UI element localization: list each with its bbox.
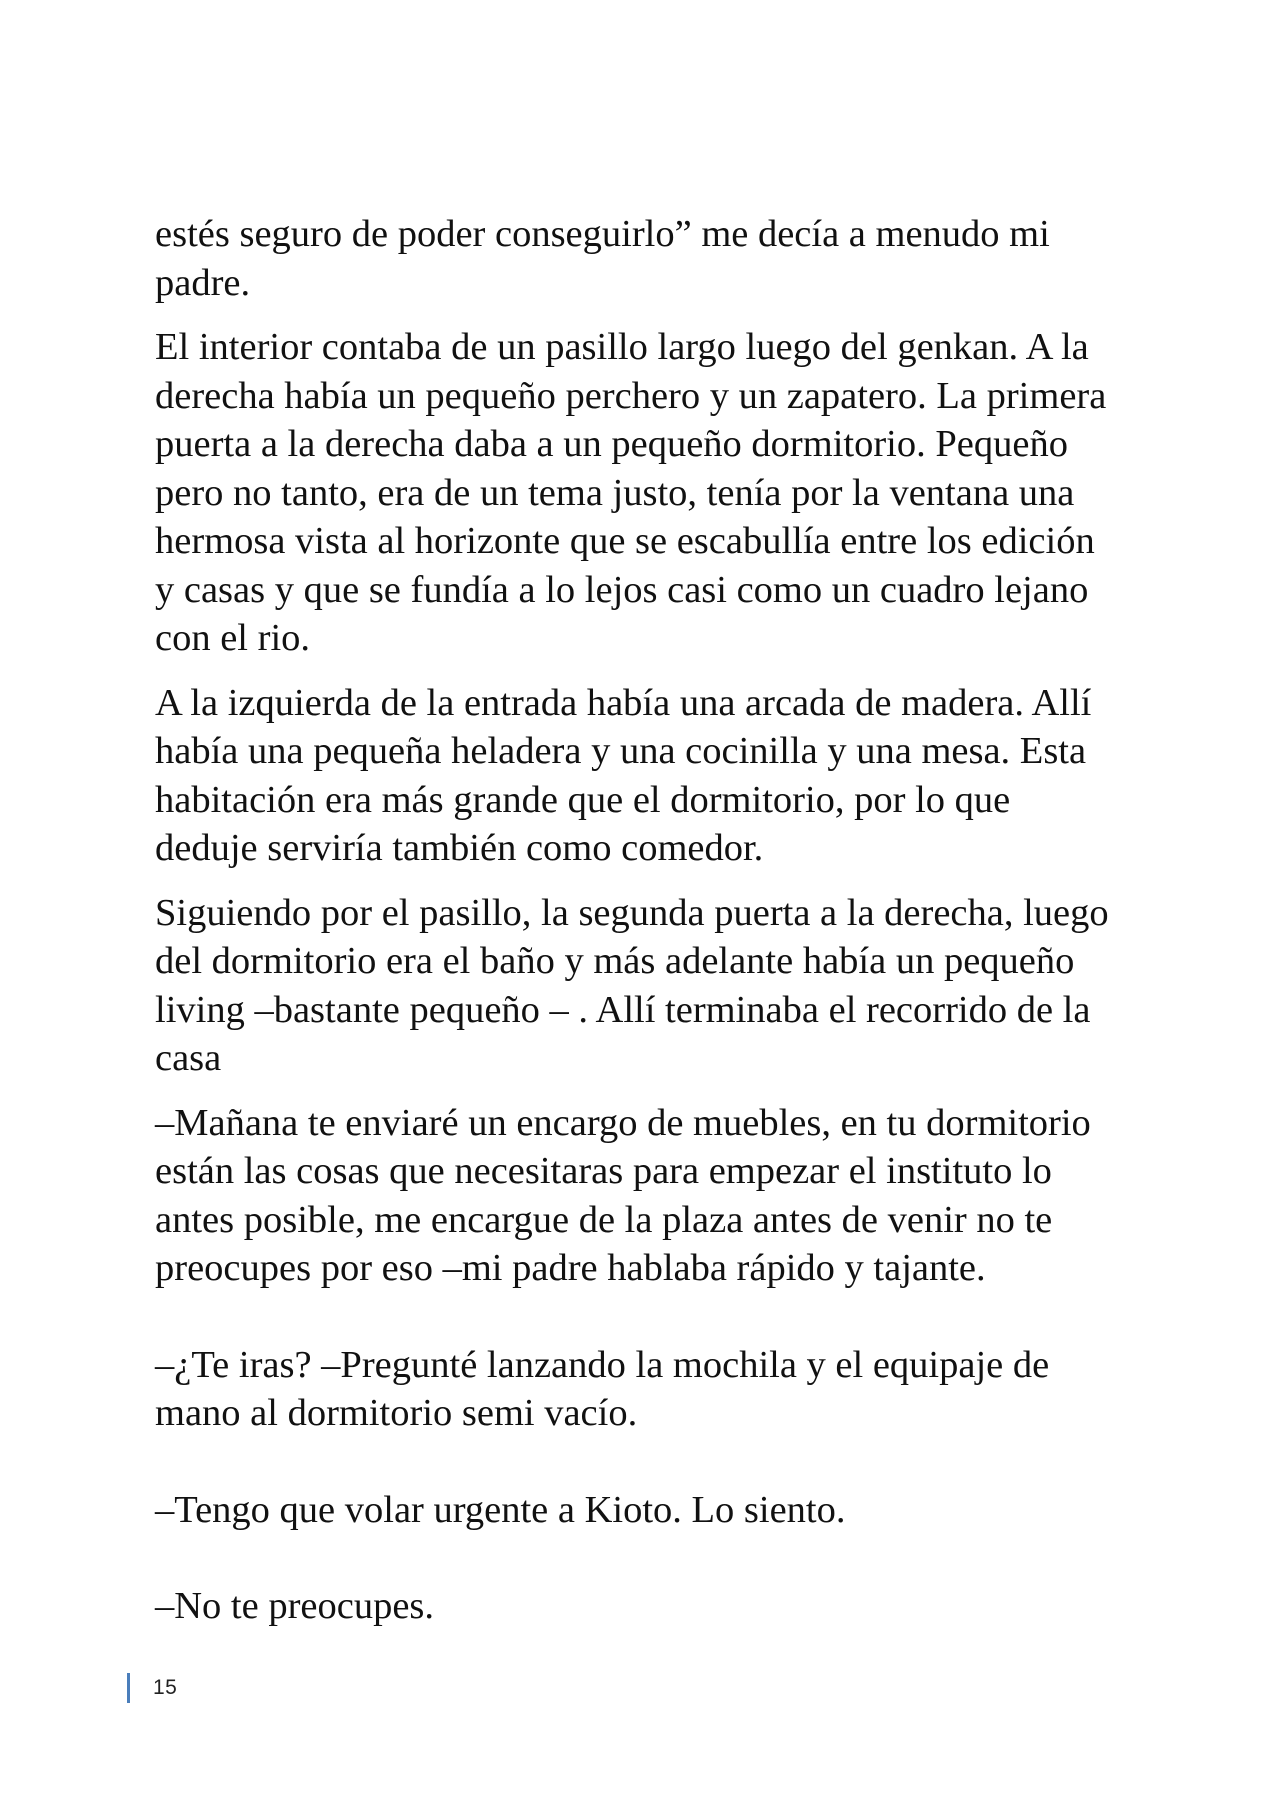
text-line: A la izquierda de la entrada había una arcada de madera. Allí xyxy=(155,681,1092,724)
text-line: habitación era más grande que el dormitorio, por lo que xyxy=(155,778,1011,821)
paragraph-7 xyxy=(155,1486,1140,1535)
text-line: preocupes por eso –mi padre hablaba rápido y tajante. xyxy=(155,1247,986,1289)
text-line: mano al dormitorio semi vacío. xyxy=(155,1392,638,1434)
paragraph-2 xyxy=(155,323,1140,663)
page-footer xyxy=(127,1672,177,1704)
paragraph-4 xyxy=(155,889,1140,1083)
text-line: antes posible, me encargue de la plaza antes de venir no te xyxy=(155,1198,1053,1241)
page-body-text xyxy=(155,210,1140,1647)
text-line: –Mañana te enviaré un encargo de muebles, en tu dormitorio xyxy=(155,1101,1091,1144)
paragraph-3 xyxy=(155,679,1140,873)
footer-accent-bar xyxy=(127,1673,130,1703)
text-line: están las cosas que necesitaras para empezar el instituto lo xyxy=(155,1150,1052,1192)
paragraph-5 xyxy=(155,1099,1140,1293)
paragraph-1 xyxy=(155,210,1140,307)
text-line: El interior contaba de un pasillo largo luego del genkan. A la xyxy=(155,326,1089,368)
paragraph-6 xyxy=(155,1341,1140,1438)
text-line: –Tengo que volar urgente a Kioto. Lo siento. xyxy=(155,1488,846,1531)
text-line: –No te preocupes. xyxy=(155,1585,435,1627)
text-line: deduje serviría también como comedor. xyxy=(155,827,764,869)
text-line: pero no tanto, era de un tema justo, tenía por la ventana una xyxy=(155,471,1075,514)
text-line: estés seguro de poder conseguirlo” me decía a menudo mi xyxy=(155,213,1050,255)
text-line: casa xyxy=(155,1037,222,1079)
text-line: puerta a la derecha daba a un pequeño dormitorio. Pequeño xyxy=(155,423,1068,465)
text-line: padre. xyxy=(155,261,251,304)
text-line: del dormitorio era el baño y más adelante había un pequeño xyxy=(155,940,1075,982)
text-line: derecha había un pequeño perchero y un zapatero. La primera xyxy=(155,374,1107,417)
text-line: había una pequeña heladera y una cocinilla y una mesa. Esta xyxy=(155,730,1087,772)
page-number: 15 xyxy=(153,1676,178,1699)
text-line: Siguiendo por el pasillo, la segunda puerta a la derecha, luego xyxy=(155,891,1109,934)
paragraph-8 xyxy=(155,1582,1140,1631)
text-line: y casas y que se fundía a lo lejos casi como un cuadro lejano xyxy=(155,568,1089,611)
text-line: –¿Te iras? –Pregunté lanzando la mochila y el equipaje de xyxy=(155,1343,1050,1386)
text-line: hermosa vista al horizonte que se escabullía entre los edición xyxy=(155,520,1095,562)
text-line: living –bastante pequeño – . Allí terminaba el recorrido de la xyxy=(155,988,1091,1031)
text-line: con el rio. xyxy=(155,617,311,659)
